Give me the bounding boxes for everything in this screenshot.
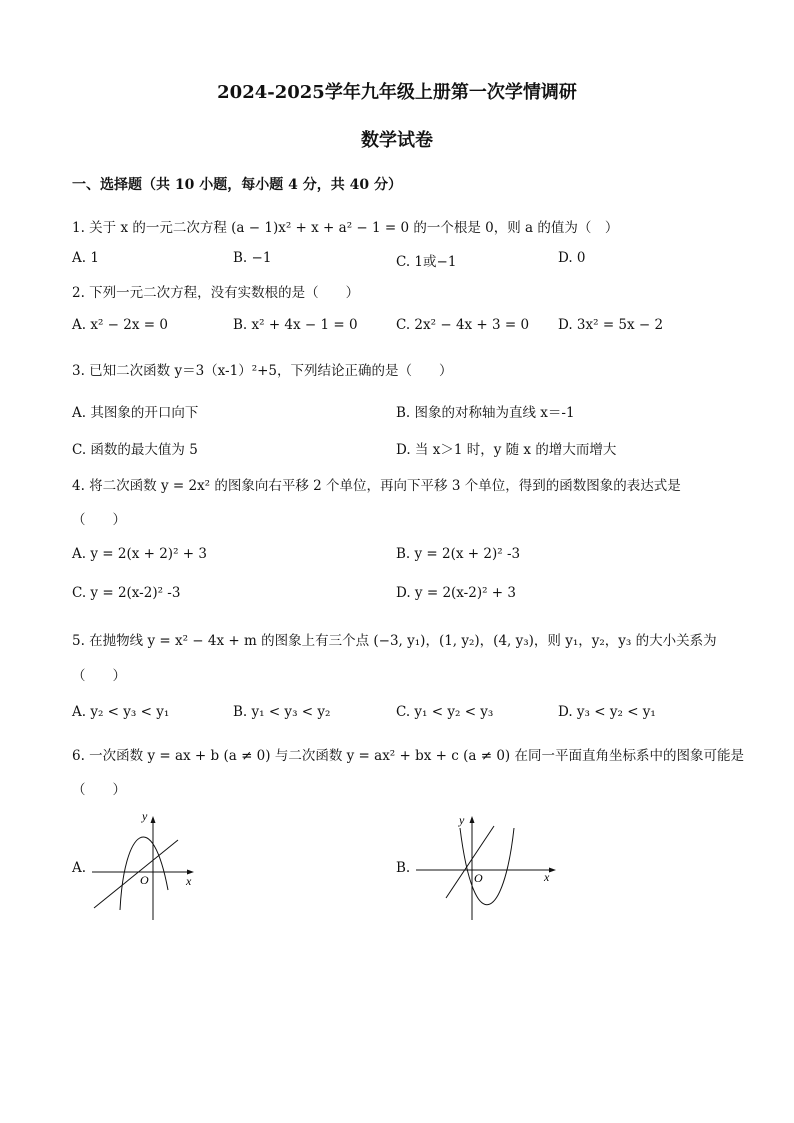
question-2-option-a: A. x² − 2x = 0 [72,317,168,333]
question-3-option-d: D. 当 x＞1 时，y 随 x 的增大而增大 [396,442,617,458]
graph-b-line [446,826,494,898]
question-2-option-c: C. 2x² − 4x + 3 = 0 [396,317,530,333]
graph-b-parabola [460,828,514,905]
question-6-stem-cont: （ ） [72,782,126,798]
question-3-option-c: C. 函数的最大值为 5 [72,442,198,458]
question-4-stem-cont: （ ） [72,512,126,528]
graph-a-y-label: y [142,810,148,823]
question-1-stem: 1. 关于 x 的一元二次方程 (a − 1)x² + x + a² − 1 = 0 的一个根是 0，则 a 的值为（ ） [72,220,619,236]
graph-b-x-label: x [544,870,550,884]
question-5-stem-cont: （ ） [72,668,126,684]
graph-a-origin-label: O [140,873,149,887]
question-5-option-b: B. y₁ < y₃ < y₂ [233,704,331,720]
question-2-option-d: D. 3x² = 5x − 2 [558,317,664,333]
question-4-option-d: D. y = 2(x-2)² + 3 [396,585,516,601]
question-6-stem: 6. 一次函数 y = ax + b (a ≠ 0) 与二次函数 y = ax² + bx + c (a ≠ 0) 在同一平面直角坐标系中的图象可能是 [72,748,744,764]
graph-a-x-label: x [186,874,192,888]
question-2-stem: 2. 下列一元二次方程，没有实数根的是（ ） [72,285,360,301]
question-2-option-b: B. x² + 4x − 1 = 0 [233,317,358,333]
graph-b [412,810,562,925]
question-5-stem: 5. 在抛物线 y = x² − 4x + m 的图象上有三个点 (−3, y₁)，(1, y₂)，(4, y₃)，则 y₁，y₂，y₃ 的大小关系为 [72,633,717,649]
question-4-option-a: A. y = 2(x + 2)² + 3 [72,546,207,562]
question-5-option-c: C. y₁ < y₂ < y₃ [396,704,494,720]
question-4-stem: 4. 将二次函数 y = 2x² 的图象向右平移 2 个单位，再向下平移 3 个单位，得到的函数图象的表达式是 [72,478,681,494]
page-title: 2024-2025学年九年级上册第一次学情调研 [217,82,577,103]
question-4-option-c: C. y = 2(x-2)² -3 [72,585,181,601]
question-4-option-b: B. y = 2(x + 2)² -3 [396,546,521,562]
question-5-option-a: A. y₂ < y₃ < y₁ [72,704,170,720]
graph-b-x-arrow [549,868,556,873]
question-3-option-a: A. 其图象的开口向下 [72,405,199,421]
question-6-option-a: A. [72,860,87,876]
graph-b-origin-label: O [474,871,483,885]
page-subtitle: 数学试卷 [361,130,433,151]
question-5-option-d: D. y₃ < y₂ < y₁ [558,704,656,720]
question-6-option-b: B. [396,860,411,876]
graph-b-y-label: y [459,813,465,827]
graph-a-line [94,840,178,908]
graph-a [90,810,200,925]
question-1-option-c: C. 1或−1 [396,254,457,270]
question-3-option-b: B. 图象的对称轴为直线 x＝-1 [396,405,575,421]
question-1-option-d: D. 0 [558,250,586,266]
section-heading: 一、选择题（共 10 小题，每小题 4 分，共 40 分） [72,177,402,193]
graph-a-y-arrow [151,816,156,823]
question-3-stem: 3. 已知二次函数 y＝3（x-1）²+5，下列结论正确的是（ ） [72,363,453,379]
question-1-option-b: B. −1 [233,250,272,266]
question-1-option-a: A. 1 [72,250,99,266]
graph-b-y-arrow [470,816,475,823]
